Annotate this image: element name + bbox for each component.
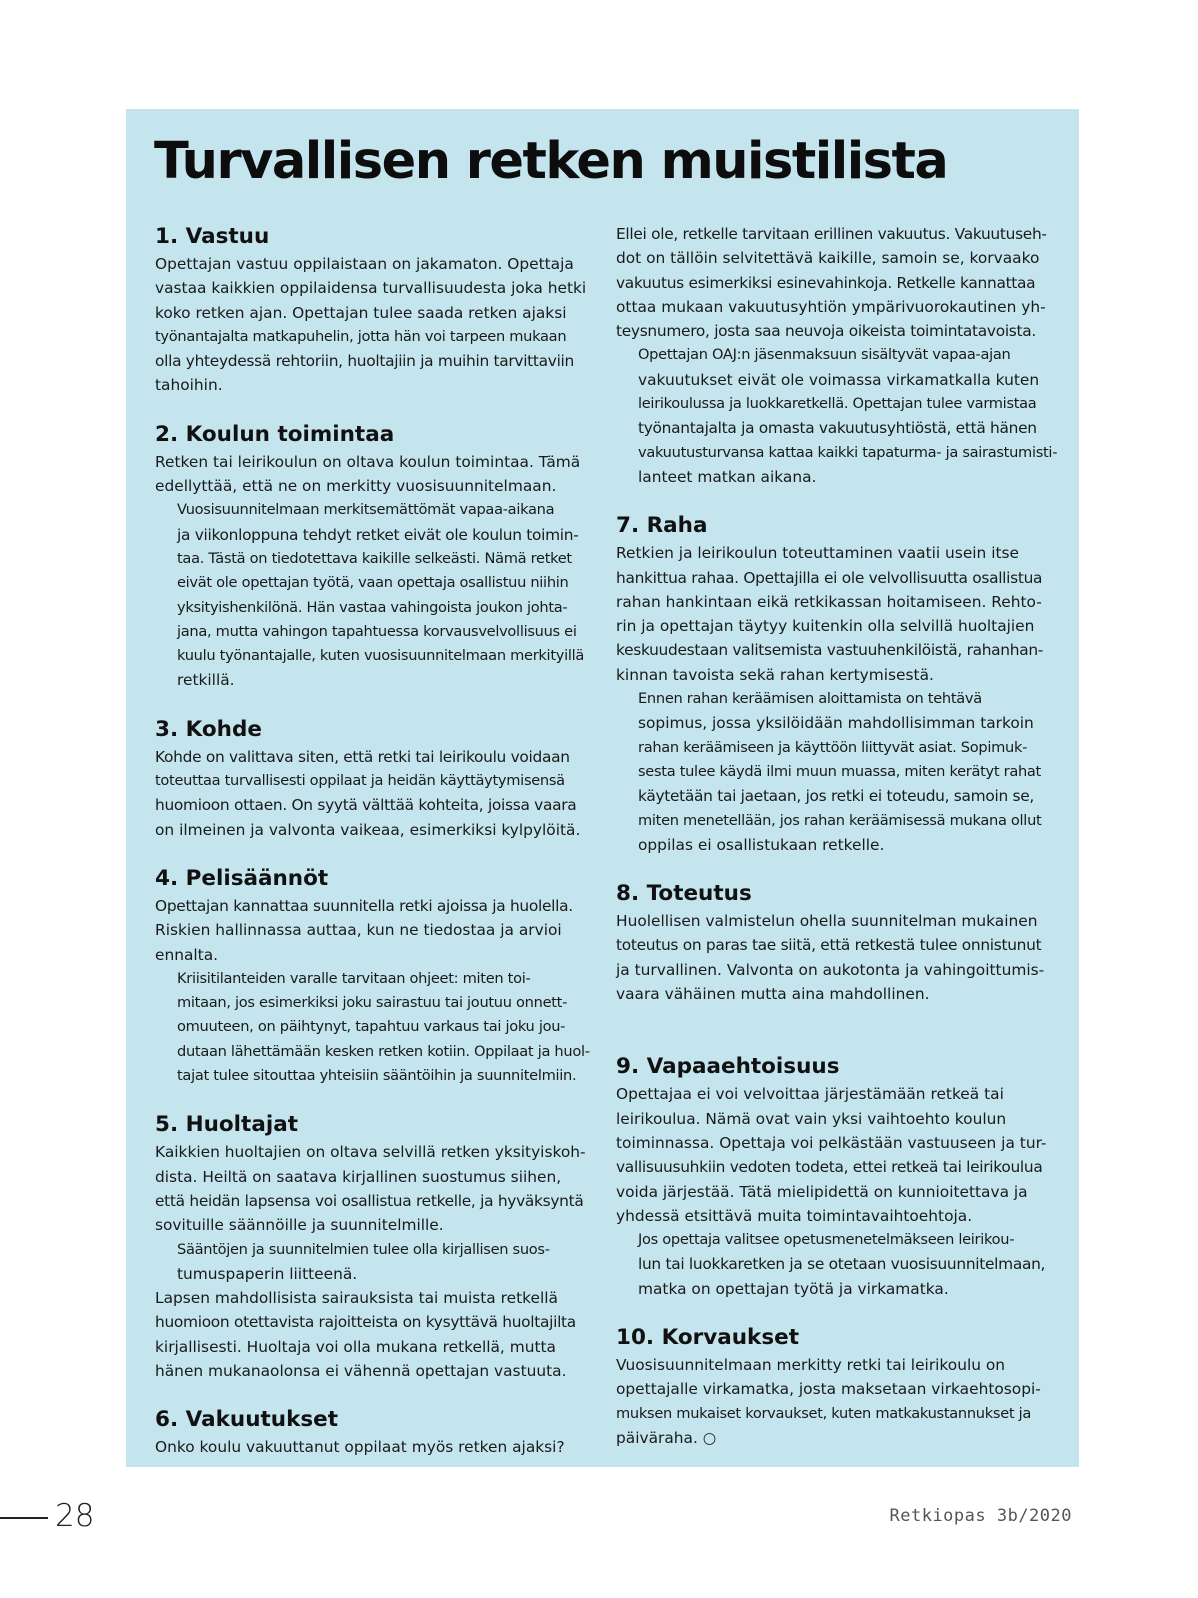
text-line: vakuutukset eivät ole voimassa virkamatkalla kuten xyxy=(638,370,1040,389)
text-line: rin ja opettajan täytyy kuitenkin olla selvillä huoltajien xyxy=(616,617,1035,636)
text-line: eivät ole opettajan työtä, vaan opettaja osallistuu niihin xyxy=(177,574,569,592)
text-line: ottaa mukaan vakuutusyhtiön ympärivuorokautinen yh- xyxy=(616,297,1046,316)
text-line: päiväraha. ○ xyxy=(616,1428,717,1447)
section-heading: 2. Koulun toimintaa xyxy=(155,421,395,447)
section-8-toteutus xyxy=(616,879,1046,1006)
section-paragraph xyxy=(155,252,585,398)
section-paragraph xyxy=(616,1228,1046,1301)
section-10-korvaukset xyxy=(616,1323,1046,1450)
text-line: retkillä. xyxy=(177,671,235,690)
text-line: sovituille säännöille ja suunnitelmille. xyxy=(155,1216,444,1235)
text-line: Huolellisen valmistelun ohella suunnitelman mukainen xyxy=(616,912,1038,931)
text-line: Jos opettaja valitsee opetusmenetelmäkseen leirikou- xyxy=(638,1231,1015,1249)
text-line: Opettajaa ei voi velvoittaa järjestämään retkeä tai xyxy=(616,1085,1004,1104)
text-line: voida järjestää. Tätä mielipidettä on kunnioitettava ja xyxy=(616,1182,1028,1201)
section-paragraph xyxy=(155,1238,585,1287)
text-line: toiminnassa. Opettaja voi pelkästään vastuuseen ja tur- xyxy=(616,1133,1047,1152)
text-line: Opettajan OAJ:n jäsenmaksuun sisältyvät vapaa-ajan xyxy=(638,346,1011,364)
text-line: yksityishenkilönä. Hän vastaa vahingoista joukon johta- xyxy=(177,598,568,616)
section-paragraph xyxy=(155,1140,585,1237)
text-line: että heidän lapsensa voi osallistua retkelle, ja hyväksyntä xyxy=(155,1191,584,1210)
text-line: dot on tällöin selvitettävä kaikille, samoin se, korvaako xyxy=(616,249,1040,268)
text-line: lanteet matkan aikana. xyxy=(638,467,817,486)
text-line: ja viikonloppuna tehdyt retket eivät ole koulun toimin- xyxy=(177,525,579,544)
text-line: Vuosisuunnitelmaan merkitsemättömät vapaa-aikana xyxy=(177,501,555,519)
text-line: ja turvallinen. Valvonta on aukotonta ja vahingoittumis- xyxy=(616,960,1045,979)
section-paragraph xyxy=(155,967,590,1088)
text-line: rahan keräämiseen ja käyttöön liittyvät asiat. Sopimuk- xyxy=(638,738,1028,756)
text-line: sopimus, jossa yksilöidään mahdollisimman tarkoin xyxy=(638,714,1034,733)
section-heading: 1. Vastuu xyxy=(155,224,270,249)
text-line: kinnan tavoista sekä rahan kertymisestä. xyxy=(616,665,934,684)
section-heading: 9. Vapaaehtoisuus xyxy=(616,1054,840,1080)
text-line: käytetään tai jaetaan, jos retki ei toteudu, samoin se, xyxy=(638,787,1034,806)
text-line: Opettajan kannattaa suunnitella retki ajoissa ja huolella. xyxy=(155,896,573,915)
text-line: Ennen rahan keräämisen aloittamista on tehtävä xyxy=(638,690,982,708)
text-line: vakuutus esimerkiksi esinevahinkoja. Retkelle kannattaa xyxy=(616,273,1036,292)
text-line: vallisuusuhkiin vedoten todeta, ettei retkeä tai leirikoulua xyxy=(616,1158,1043,1177)
text-line: toteutus on paras tae siitä, että retkestä tulee onnistunut xyxy=(616,936,1042,955)
text-line: Lapsen mahdollisista sairauksista tai muista retkellä xyxy=(155,1289,558,1308)
text-line: Retkien ja leirikoulun toteuttaminen vaatii usein itse xyxy=(616,544,1020,563)
text-line: dutaan lähettämään kesken retken kotiin. Oppilaat ja huol- xyxy=(177,1042,590,1060)
publication-name: Retkiopas 3b/2020 xyxy=(889,1506,1072,1526)
left-column xyxy=(155,222,590,1482)
section-heading: 6. Vakuutukset xyxy=(155,1407,339,1433)
text-line: vaara vähäinen mutta aina mahdollinen. xyxy=(616,985,930,1004)
section-paragraph xyxy=(616,541,1046,687)
section-3-kohde xyxy=(155,715,585,842)
text-line: vakuutusturvansa kattaa kaikki tapaturma- ja sairastumisti- xyxy=(638,443,1058,461)
section-paragraph xyxy=(155,450,585,499)
text-line: Opettajan vastuu oppilaistaan on jakamaton. Opettaja xyxy=(155,255,574,273)
text-line: oppilas ei osallistukaan retkelle. xyxy=(638,835,885,854)
section-heading: 4. Pelisäännöt xyxy=(155,865,329,891)
section-paragraph xyxy=(155,894,585,967)
text-line: teysnumero, josta saa neuvoja oikeista toimintatavoista. xyxy=(616,322,1036,341)
section-1-vastuu xyxy=(155,222,585,398)
section-5-huoltajat xyxy=(155,1110,585,1383)
section-2-koulun-toimintaa xyxy=(155,420,585,693)
text-line: opettajalle virkamatka, josta maksetaan virkaehtosopi- xyxy=(616,1380,1041,1399)
text-line: tumuspaperin liitteenä. xyxy=(177,1264,358,1283)
text-line: huomioon ottaen. On syytä välttää kohteita, joissa vaara xyxy=(155,796,577,815)
text-line: miten menetellään, jos rahan keräämisessä mukana ollut xyxy=(638,811,1042,829)
text-line: sesta tulee käydä ilmi muun muassa, miten kerätyt rahat xyxy=(638,762,1041,780)
text-line: Riskien hallinnassa auttaa, kun ne tiedostaa ja arvioi xyxy=(155,921,562,940)
text-line: työnantajalta matkapuhelin, jotta hän voi tarpeen mukaan xyxy=(155,327,567,345)
section-heading: 5. Huoltajat xyxy=(155,1112,298,1138)
text-line: Onko koulu vakuuttanut oppilaat myös retken ajaksi? xyxy=(155,1438,565,1457)
text-line: kuulu työnantajalle, kuten vuosisuunnitelmaan merkityillä xyxy=(177,647,584,665)
text-line: yhdessä etsittävä muita toimintavaihtoehtoja. xyxy=(616,1206,973,1225)
section-paragraph xyxy=(616,222,1046,343)
text-line: hankittua rahaa. Opettajilla ei ole velvollisuutta osallistua xyxy=(616,568,1043,587)
text-line: muksen mukaiset korvaukset, kuten matkakustannukset ja xyxy=(616,1404,1032,1422)
text-line: dista. Heiltä on saatava kirjallinen suostumus siihen, xyxy=(155,1167,562,1186)
section-paragraph xyxy=(155,1435,585,1459)
text-line: jana, mutta vahingon tapahtuessa korvausvelvollisuus ei xyxy=(177,622,577,640)
footer-rule xyxy=(0,1517,48,1519)
text-line: taa. Tästä on tiedotettava kaikille selkeästi. Nämä retket xyxy=(177,549,572,567)
text-line: koko retken ajan. Opettajan tulee saada retken ajaksi xyxy=(155,303,567,322)
section-paragraph xyxy=(616,687,1046,857)
text-line: työnantajalta ja omasta vakuutusyhtiöstä, että hänen xyxy=(638,419,1037,438)
text-line: huomioon otettavista rajoitteista on kysyttävä huoltajilta xyxy=(155,1313,576,1332)
text-line: kirjallisesti. Huoltaja voi olla mukana retkellä, mutta xyxy=(155,1337,556,1356)
section-6-vakuutukset xyxy=(155,1405,585,1459)
text-line: tajat tulee sitouttaa yhteisiin sääntöihin ja suunnitelmiin. xyxy=(177,1067,577,1085)
section-4-pelisäännöt xyxy=(155,864,590,1088)
text-line: tahoihin. xyxy=(155,376,223,395)
section-9-vapaaehtoisuus xyxy=(616,1052,1046,1301)
text-line: edellyttää, että ne on merkitty vuosisuunnitelmaan. xyxy=(155,477,557,496)
section-heading: 8. Toteutus xyxy=(616,881,752,907)
text-line: mitaan, jos esimerkiksi joku sairastuu tai joutuu onnett- xyxy=(177,994,568,1012)
text-line: keskuudestaan valitsemista vastuuhenkilöistä, rahanhan- xyxy=(616,641,1044,660)
right-column xyxy=(616,222,1058,1472)
text-line: Vuosisuunnitelmaan merkitty retki tai leirikoulu on xyxy=(616,1355,1006,1374)
section-paragraph xyxy=(616,1353,1046,1450)
text-line: leirikoulua. Nämä ovat vain yksi vaihtoehto koulun xyxy=(616,1109,1007,1128)
section-paragraph xyxy=(155,1286,585,1383)
text-line: on ilmeinen ja valvonta vaikeaa, esimerkiksi kylpylöitä. xyxy=(155,820,581,839)
text-line: Kaikkien huoltajien on oltava selvillä retken yksityiskoh- xyxy=(155,1143,586,1162)
text-line: rahan hankintaan eikä retkikassan hoitamiseen. Rehto- xyxy=(616,592,1042,611)
text-line: ennalta. xyxy=(155,945,219,964)
text-line: vastaa kaikkien oppilaidensa turvallisuudesta joka hetki xyxy=(155,279,587,298)
text-line: toteuttaa turvallisesti oppilaat ja heidän käyttäytymisensä xyxy=(155,772,565,790)
page-number: 28 xyxy=(55,1498,95,1534)
text-line: Kriisitilanteiden varalle tarvitaan ohjeet: miten toi- xyxy=(177,969,531,987)
section-heading: 7. Raha xyxy=(616,513,708,539)
text-line: leirikoulussa ja luokkaretkellä. Opettajan tulee varmistaa xyxy=(638,395,1037,413)
text-line: Kohde on valittava siten, että retki tai leirikoulu voidaan xyxy=(155,747,570,766)
text-line: olla yhteydessä rehtoriin, huoltajiin ja muihin tarvittaviin xyxy=(155,352,574,371)
text-line: matka on opettajan työtä ja virkamatka. xyxy=(638,1279,949,1298)
text-line: Sääntöjen ja suunnitelmien tulee olla kirjallisen suos- xyxy=(177,1240,550,1258)
text-line: lun tai luokkaretken ja se otetaan vuosisuunnitelmaan, xyxy=(638,1255,1046,1274)
section-paragraph xyxy=(616,1082,1046,1228)
section-paragraph xyxy=(616,909,1046,1006)
section-paragraph xyxy=(155,745,585,842)
section-paragraph xyxy=(155,498,585,692)
text-line: omuuteen, on päihtynyt, tapahtuu varkaus tai joku jou- xyxy=(177,1018,566,1036)
section-heading: 10. Korvaukset xyxy=(616,1324,800,1350)
text-line: Retken tai leirikoulun on oltava koulun toimintaa. Tämä xyxy=(155,452,581,471)
text-line: Ellei ole, retkelle tarvitaan erillinen vakuutus. Vakuutuseh- xyxy=(616,225,1047,243)
section-heading: 3. Kohde xyxy=(155,716,262,742)
text-line: hänen mukanaolonsa ei vähennä opettajan vastuuta. xyxy=(155,1361,567,1380)
section-continued xyxy=(616,222,1058,489)
section-7-raha xyxy=(616,511,1046,857)
page-title: Turvallisen retken muistilista xyxy=(154,132,948,191)
section-paragraph xyxy=(616,343,1058,489)
